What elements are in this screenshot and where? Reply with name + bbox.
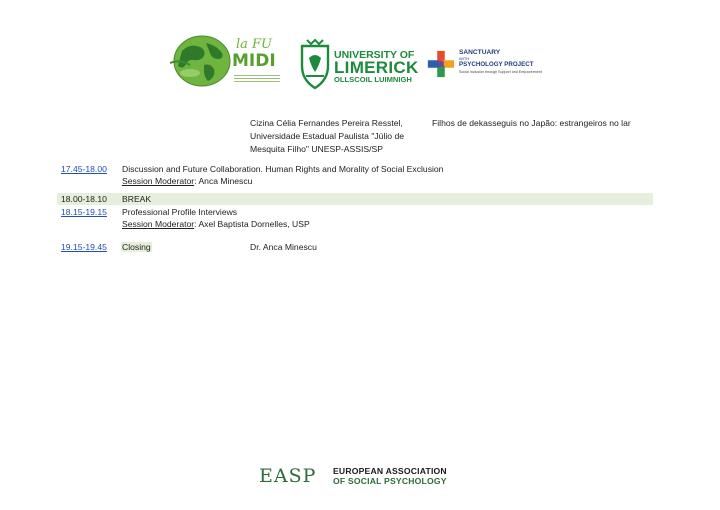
moderator-label: Session Moderator [122,219,195,229]
closing-label [121,242,152,253]
ul-line3: OLLSCOIL LUIMNIGH [334,75,412,84]
session-time-link[interactable]: 17.45-18.00 [61,164,107,174]
sanctuary-tagline: Social Inclusion through Support and Empowerment [459,70,542,74]
session-moderator [122,176,252,187]
closing-speaker: Dr. Anca Minescu [250,242,317,252]
sanctuary-line2: WITH [459,56,470,61]
easp-mark: EASP [259,465,317,487]
lamidi-wordmark: MIDI [232,51,276,71]
globe-logo [168,33,232,89]
moderator-name: : Anca Minescu [194,176,253,186]
sanctuary-line1: SANCTUARY [459,49,501,56]
lamidi-fineprint [234,73,280,83]
sanctuary-pinwheel-icon [426,49,456,79]
moderator-name: : Axel Baptista Dornelles, USP [194,219,310,229]
presentation-title: Filhos de dekasseguis no Japão: estrangeiros no lar [432,118,631,128]
ul-line1: UNIVERSITY OF [334,49,415,61]
easp-line1: EUROPEAN ASSOCIATION [333,466,447,476]
sanctuary-project-logo [426,45,558,85]
session-moderator [122,219,310,230]
break-time: 18.00-18.10 [61,194,107,204]
presenter-line: Universidade Estadual Paulista "Júlio de [250,131,405,141]
session-time-link[interactable]: 19.15-19.45 [61,242,107,252]
easp-line2: OF SOCIAL PSYCHOLOGY [333,476,447,486]
session-time-link[interactable]: 18.15-19.15 [61,207,107,217]
ul-crest-icon [298,36,332,90]
session-title: Professional Profile Interviews [122,207,238,217]
presenter-affiliation [250,118,404,155]
moderator-label: Session Moderator [122,176,195,186]
presenter-line: Mesquita Filho" UNESP-ASSIS/SP [250,144,383,154]
ul-line2: LIMERICK [334,58,419,77]
closing-text: Closing [122,242,151,252]
break-label: BREAK [122,194,152,204]
lamidi-logo [232,37,288,89]
presenter-line: Cizina Célia Fernandes Pereira Resstel, [250,118,403,128]
lamidi-script: la FU [236,37,273,52]
easp-logo [259,465,469,489]
university-of-limerick-logo [298,36,420,90]
session-title: Discussion and Future Collaboration. Human Rights and Morality of Social Exclusion [122,164,444,174]
sanctuary-line3: PSYCHOLOGY PROJECT [459,61,534,68]
